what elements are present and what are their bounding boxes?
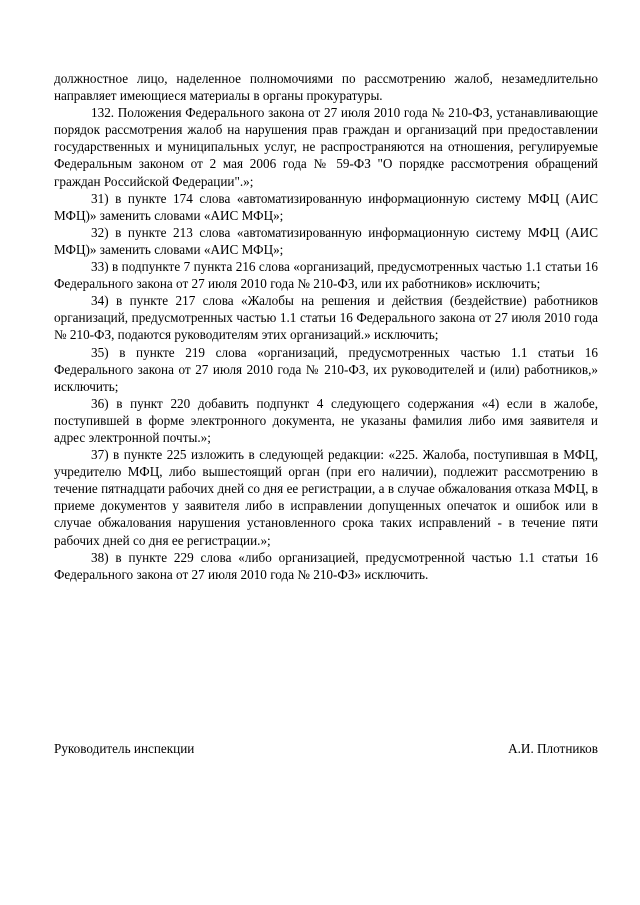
paragraph-continuation: должностное лицо, наделенное полномочиями по рассмотрению жалоб, незамедлительно направляет имеющиеся материалы в органы прокуратуры. bbox=[54, 71, 598, 104]
signatory-name: А.И. Плотников bbox=[508, 741, 598, 756]
paragraph-item-38: 38) в пункте 229 слова «либо организацией, предусмотренной частью 1.1 статьи 16 Федерального закона от 27 июля 2010 года № 210-ФЗ» исключить. bbox=[54, 549, 598, 582]
paragraph-item-31: 31) в пункте 174 слова «автоматизированную информационную систему МФЦ (АИС МФЦ)» заменить словами «АИС МФЦ»; bbox=[54, 190, 598, 223]
paragraph-item-36: 36) в пункт 220 добавить подпункт 4 следующего содержания «4) если в жалобе, поступившей в форме электронного документа, не указаны фамилия либо имя заявителя и адрес электронной почты.»; bbox=[54, 395, 598, 445]
paragraph-item-35: 35) в пункте 219 слова «организаций, предусмотренных частью 1.1 статьи 16 Федерального закона от 27 июля 2010 года № 210-ФЗ, их руководителей и (или) работников,» исключить; bbox=[54, 344, 598, 394]
paragraph-item-37: 37) в пункте 225 изложить в следующей редакции: «225. Жалоба, поступившая в МФЦ, учредителю МФЦ, либо вышестоящий орган (при его наличии), подлежит рассмотрению в течение пятнадцати рабочих дней со дня ее регистрации, а в случае обжалования отказа МФЦ, в приеме документов у заявителя либо в исправлении допущенных опечаток и ошибок или в случае обжалования нарушения установленного срока таких исправлений - в течение пяти рабочих дней со дня ее регистрации.»; bbox=[54, 447, 598, 548]
document-body bbox=[54, 70, 598, 583]
signatory-title: Руководитель инспекции bbox=[54, 741, 195, 756]
paragraph-item-33: 33) в подпункте 7 пункта 216 слова «организаций, предусмотренных частью 1.1 статьи 16 Федерального закона от 27 июля 2010 года № 210-ФЗ, или их работников» исключить; bbox=[54, 259, 598, 292]
paragraph-item-34: 34) в пункте 217 слова «Жалобы на решения и действия (бездействие) работников организаций, предусмотренных частью 1.1 статьи 16 Федерального закона от 27 июля 2010 года № 210-ФЗ, подаются руководителям этих организаций.» исключить; bbox=[54, 293, 598, 343]
paragraph-132: 132. Положения Федерального закона от 27 июля 2010 года № 210-ФЗ, устанавливающие порядок рассмотрения жалоб на нарушения прав граждан и организаций при предоставлении государственных и муниципальных услуг, не распространяются на отношения, регулируемые Федеральным законом от 2 мая 2006 года № 59-ФЗ "О порядке рассмотрения обращений граждан Российской Федерации".»; bbox=[54, 105, 598, 189]
paragraph-item-32: 32) в пункте 213 слова «автоматизированную информационную систему МФЦ (АИС МФЦ)» заменить словами «АИС МФЦ»; bbox=[54, 224, 598, 257]
